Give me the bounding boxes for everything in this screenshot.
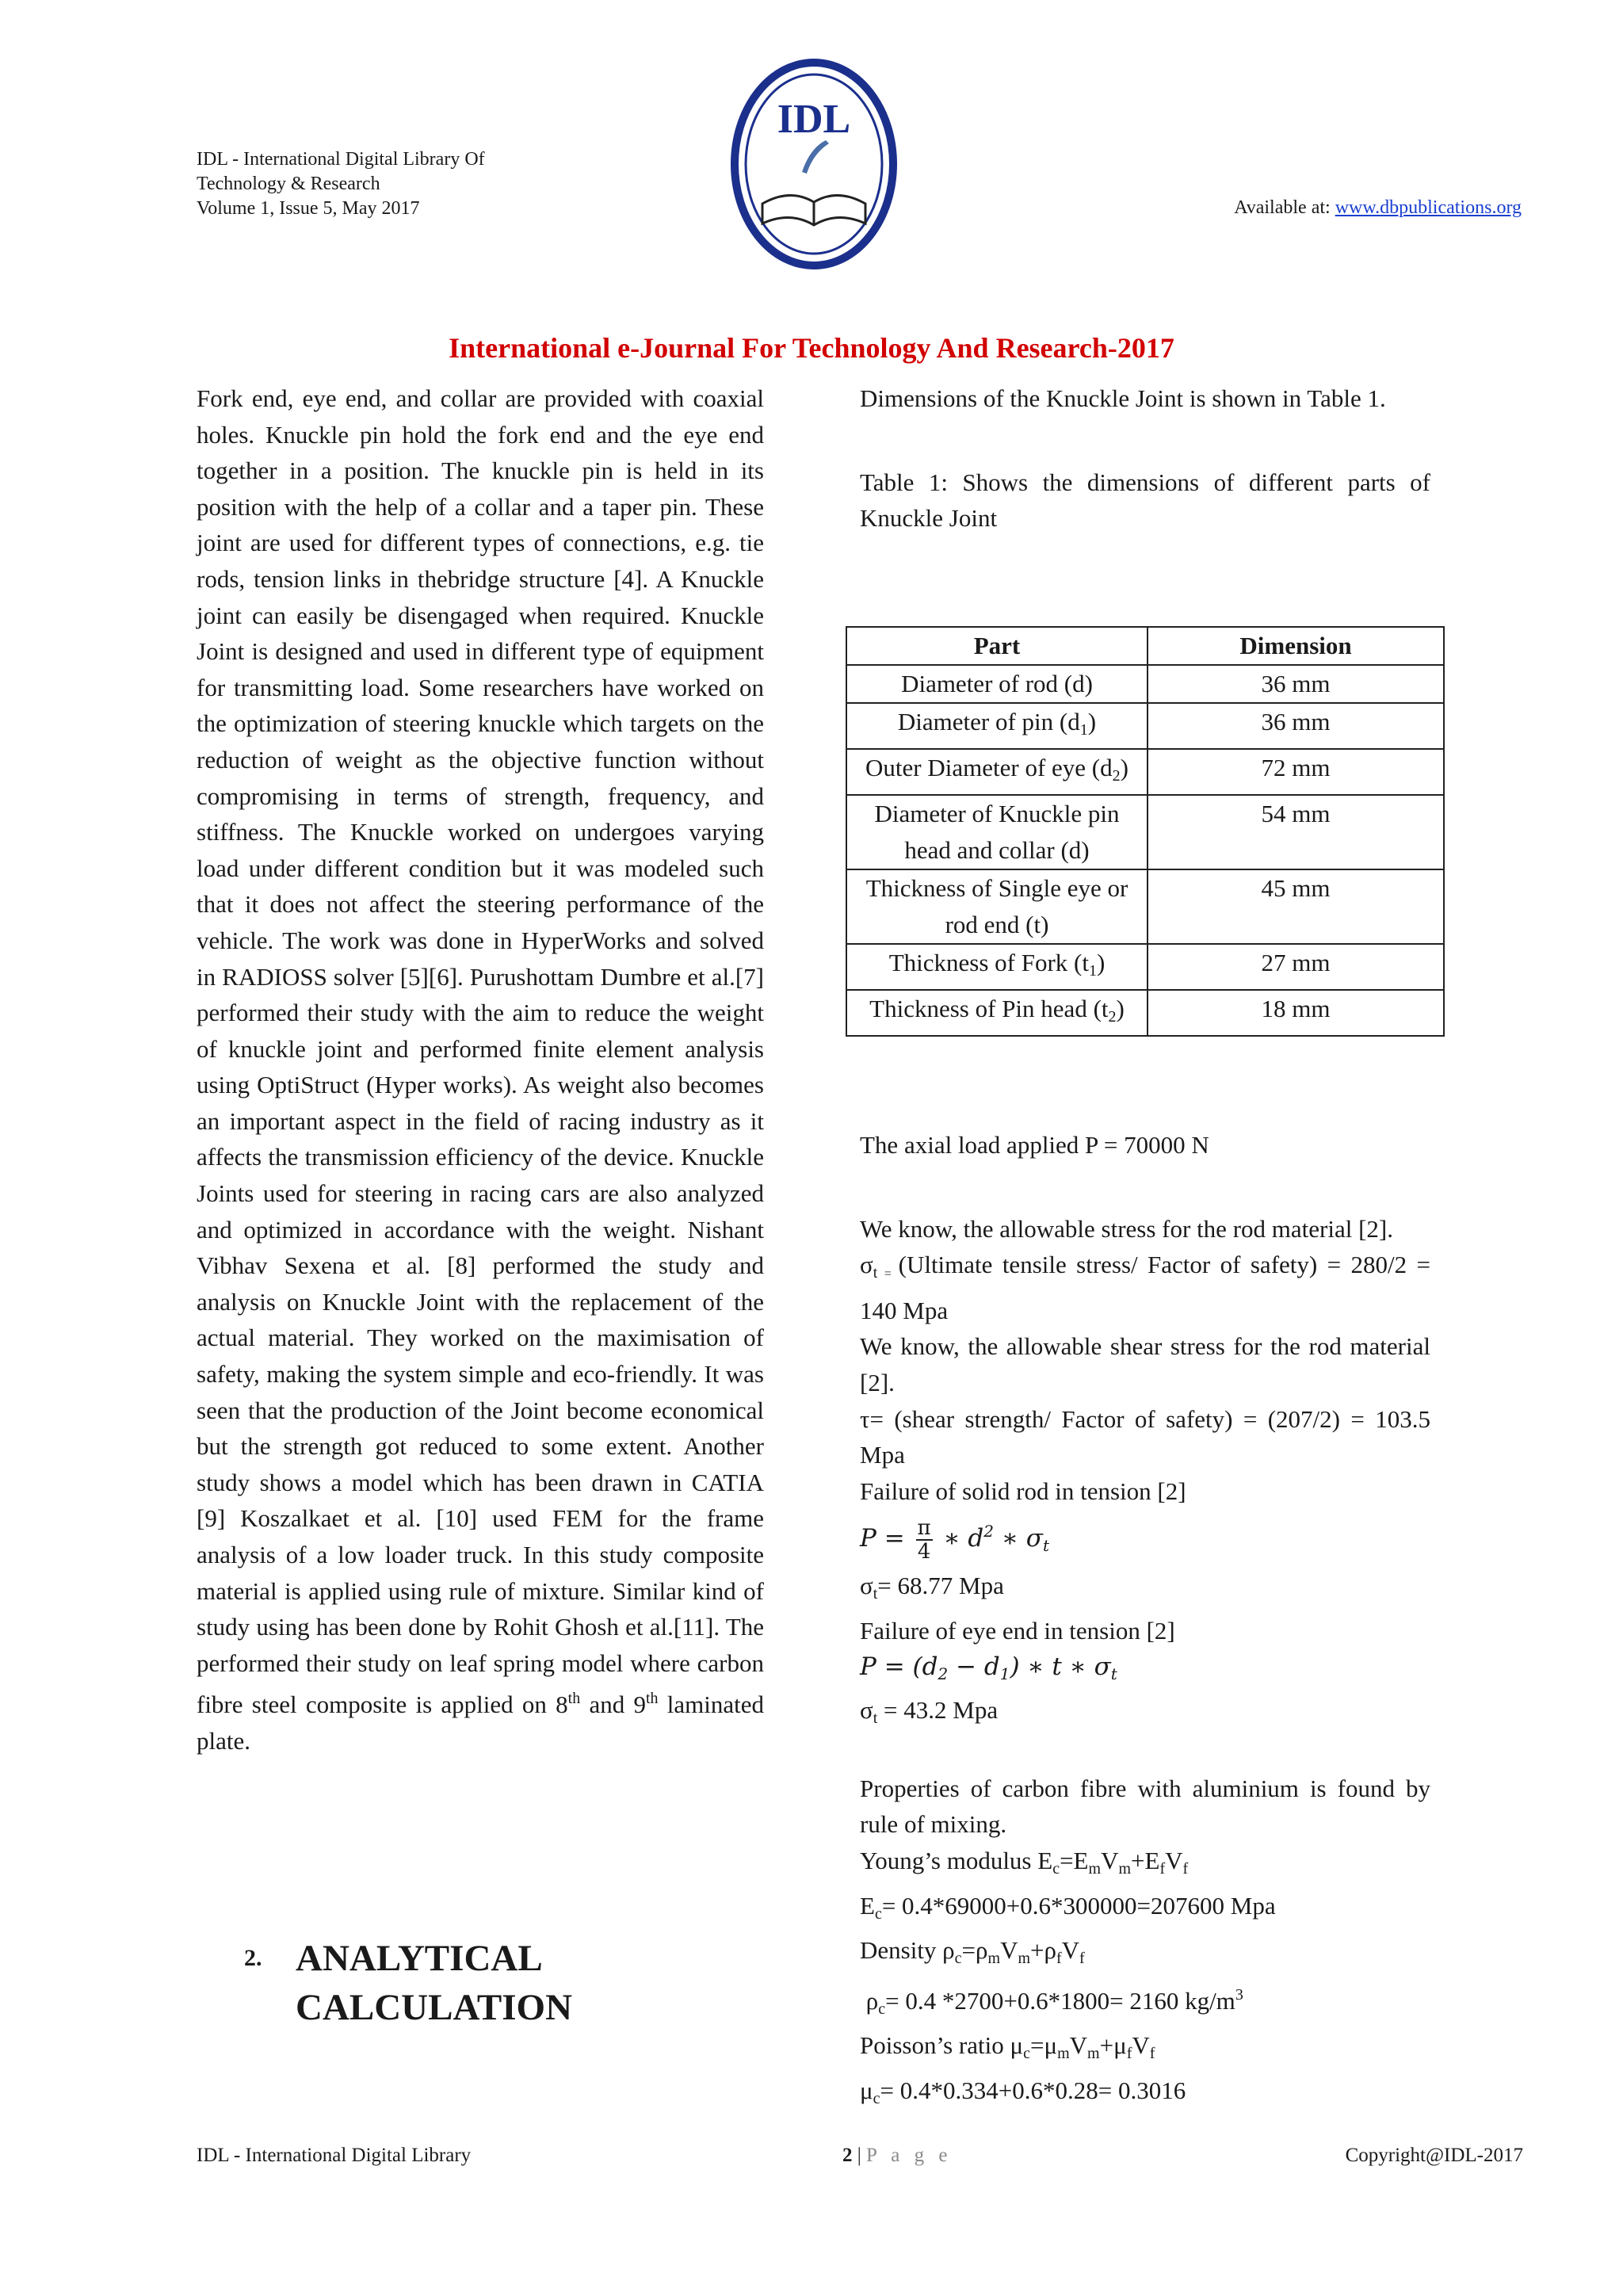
- idl-logo: [731, 57, 897, 271]
- axial-load: The axial load applied P = 70000 N: [860, 1131, 1209, 1159]
- young-value: = 0.4*69000+0.6*300000=207600 Mpa: [881, 1891, 1276, 1920]
- table-cell-part: [846, 869, 1148, 944]
- table-cell-part: [846, 944, 1148, 990]
- part-text: Outer Diameter of eye (d: [865, 754, 1113, 781]
- section-title: ANALYTICAL CALCULATION: [296, 1938, 573, 2028]
- eye-equation: $P = (d_2 - d_1)$ ∗ t ∗ $\sigma_t$: [860, 1652, 1117, 1683]
- part-subscript: 1: [1079, 721, 1088, 739]
- part-tail: ): [1120, 754, 1128, 781]
- part-subscript: 1: [1088, 962, 1097, 980]
- table-cell-dimension: 72 mm: [1148, 749, 1444, 795]
- part-subscript: 2: [1108, 1008, 1117, 1026]
- density-label: Density ρ: [860, 1936, 955, 1965]
- footer-page: [842, 2145, 952, 2167]
- available-at: [1234, 197, 1522, 219]
- sigma-eye-value: = 43.2 Mpa: [884, 1696, 999, 1725]
- table-row: [846, 944, 1444, 990]
- table-cell-part: [846, 665, 1148, 703]
- part-text: Thickness of Pin head (t: [869, 995, 1109, 1022]
- header-line-1: IDL - International Digital Library Of: [197, 149, 485, 170]
- sigma-formula-text: (Ultimate tensile stress/ Factor of safety) = 280/2 = 140 Mpa: [860, 1251, 1431, 1324]
- sigma-eye-result: $\sigma_t = 43.2$ Mpa: [860, 1696, 999, 1728]
- allowable-stress-text: We know, the allowable stress for the rod material [2].: [860, 1214, 1393, 1243]
- part-subscript: 2: [1112, 767, 1121, 785]
- density-value: = 0.4 *2700+0.6*1800= 2160 kg/m: [885, 1986, 1235, 2015]
- table-header-row: [846, 627, 1444, 665]
- sigma-rod-value: = 68.77 Mpa: [877, 1572, 1004, 1600]
- left-column: [197, 380, 764, 1759]
- calculation-block: [860, 1127, 1430, 2117]
- left-paragraph: [197, 380, 764, 1759]
- footer-copyright: Copyright@IDL-2017: [1345, 2145, 1523, 2166]
- table-cell-dimension: 54 mm: [1148, 795, 1444, 869]
- left-and-text: and 9: [580, 1690, 646, 1719]
- table-row: [846, 795, 1444, 869]
- table-header-part: Part: [846, 627, 1148, 665]
- footer-left: IDL - International Digital Library: [197, 2145, 472, 2166]
- part-tail: ): [1087, 708, 1097, 735]
- table-cell-dimension: 18 mm: [1148, 990, 1444, 1036]
- part-tail: ): [1116, 995, 1125, 1022]
- poisson-formula: Poisson’s ratio $\mu_c=\mu_mV_m+\mu_fV_f$: [860, 2031, 1155, 2063]
- table-intro: Dimensions of the Knuckle Joint is shown in Table 1.: [860, 384, 1386, 412]
- section-number: 2.: [244, 1945, 262, 1971]
- allowable-shear-text: We know, the allowable shear stress for the rod material [2].: [860, 1332, 1430, 1396]
- journal-title: International e-Journal For Technology And Research-2017: [449, 332, 1174, 364]
- young-label: Young’s modulus E: [860, 1846, 1053, 1874]
- right-column: [860, 380, 1430, 537]
- table-cell-part: [846, 990, 1148, 1036]
- young-modulus-value: $E_c= 0.4*69000+0.6*300000=207600$ Mpa: [860, 1891, 1276, 1923]
- left-end-text: laminated plate.: [197, 1690, 764, 1755]
- sigma-formula: $\sigma_t$ $_=$ (Ultimate tensile stress/ Factor of safety) = 280/2 = 140 Mpa: [860, 1251, 1431, 1324]
- tau-formula: τ= (shear strength/ Factor of safety) = (207/2) = 103.5 Mpa: [860, 1404, 1430, 1469]
- part-text: Thickness of Fork (t: [888, 949, 1089, 976]
- superscript-th-1: th: [567, 1690, 581, 1708]
- poisson-label: Poisson’s ratio μ: [860, 2031, 1024, 2060]
- logo-text: IDL: [777, 97, 851, 142]
- part-text: Diameter of pin (d: [897, 708, 1080, 735]
- header-info: [197, 147, 485, 221]
- table-cell-dimension: 36 mm: [1148, 703, 1444, 749]
- density-sup: 3: [1235, 1985, 1243, 2004]
- part-text: Diameter of Knuckle pin head and collar (d): [874, 800, 1120, 864]
- failure-rod-text: Failure of solid rod in tension [2]: [860, 1477, 1186, 1505]
- dimensions-table: [846, 626, 1445, 1037]
- properties-text: Properties of carbon fibre with aluminium is found by rule of mixing.: [860, 1774, 1430, 1839]
- table-caption: Table 1: Shows the dimensions of different parts of Knuckle Joint: [860, 468, 1430, 533]
- table-row: [846, 703, 1444, 749]
- table-row: [846, 665, 1444, 703]
- part-tail: ): [1096, 949, 1106, 976]
- header-line-3: Volume 1, Issue 5, May 2017: [197, 198, 420, 219]
- table-cell-part: [846, 703, 1148, 749]
- table-row: [846, 990, 1444, 1036]
- density-formula: Density $\rho_c=\rho_mV_m+\rho_fV_f$: [860, 1936, 1085, 1968]
- table-row: [846, 749, 1444, 795]
- sigma-rod-result: $\sigma_t= 68.77$ Mpa: [860, 1572, 1004, 1603]
- table-cell-dimension: 45 mm: [1148, 869, 1444, 944]
- section-heading: [244, 1934, 613, 2032]
- superscript-th-2: th: [645, 1690, 659, 1708]
- part-text: Thickness of Single eye or rod end (t): [865, 874, 1128, 938]
- left-paragraph-text: Fork end, eye end, and collar are provided with coaxial holes. Knuckle pin hold the fork end and the eye end together in a position. The knuckle pin is held in its position with the help of a collar and a taper pin. These joint are used for different types of connections, e.g. tie rods, tension links in thebridge structure [4]. A Knuckle joint can easily be disengaged when required. Knuckle Joint is designed and used in different type of equipment for transmitting load. Some researchers have worked on the optimization of steering knuckle which targets on the reduction of weight as the objective function without compromising in terms of strength, frequency, and stiffness. The Knuckle worked on undergoes varying load under different condition but it was modeled such that it does not affect the steering performance of the vehicle. The work was done in HyperWorks and solved in RADIOSS solver [5][6]. Purushottam Dumbre et al.[7] performed their study with the aim to reduce the weight of knuckle joint and performed finite element analysis using OptiStruct (Hyper works). As weight also becomes an important aspect in the field of racing industry as it affects the transmission efficiency of the device. Knuckle Joints used for steering in racing cars are also analyzed and optimized in accordance with the weight. Nishant Vibhav Sexena et al. [8] performed the study and analysis on Knuckle Joint with the replacement of the actual material. They worked on the maximisation of safety, making the system simple and eco-friendly. It was seen that the production of the Joint become economical but the strength got reduced to some extent. Another study shows a model which has been drawn in CATIA [9] Koszalkaet et al. [10] used FEM for the frame analysis of a low loader truck. In this study composite material is applied using rule of mixture. Similar kind of study using has been done by Rohit Ghosh et al.[11]. The performed their study on leaf spring model where carbon fibre steel composite is applied on 8: [197, 384, 764, 1719]
- available-label: Available at:: [1234, 197, 1335, 218]
- young-modulus-formula: Young’s modulus $E_c=E_mV_m+E_fV_f$: [860, 1846, 1189, 1878]
- table-header-dimension: Dimension: [1148, 627, 1444, 665]
- table-cell-part: [846, 795, 1148, 869]
- page-word: P a g e: [866, 2145, 953, 2166]
- rod-equation: P = $\frac{\pi}{4}$ ∗ $d^2$ ∗ $\sigma_t$: [860, 1515, 1049, 1564]
- page-number: 2: [842, 2145, 853, 2166]
- poisson-value-line: $\mu_c= 0.4*0.334+0.6*0.28= 0.3016$: [860, 2076, 1186, 2107]
- table-row: [846, 869, 1444, 944]
- publication-link[interactable]: www.dbpublications.org: [1335, 197, 1522, 218]
- failure-eye-text: Failure of eye end in tension [2]: [860, 1616, 1175, 1645]
- header-line-2: Technology & Research: [197, 174, 380, 194]
- table-cell-part: [846, 749, 1148, 795]
- page-separator: |: [852, 2145, 867, 2166]
- table-cell-dimension: 27 mm: [1148, 944, 1444, 990]
- density-value-line: $\rho_c= 0.4$ *2700+0.6*1800= 2160 $kg/m^3$: [860, 1985, 1243, 2018]
- poisson-value: = 0.4*0.334+0.6*0.28= 0.3016: [880, 2076, 1186, 2104]
- table-cell-dimension: 36 mm: [1148, 665, 1444, 703]
- part-text: Diameter of rod (d): [901, 670, 1093, 697]
